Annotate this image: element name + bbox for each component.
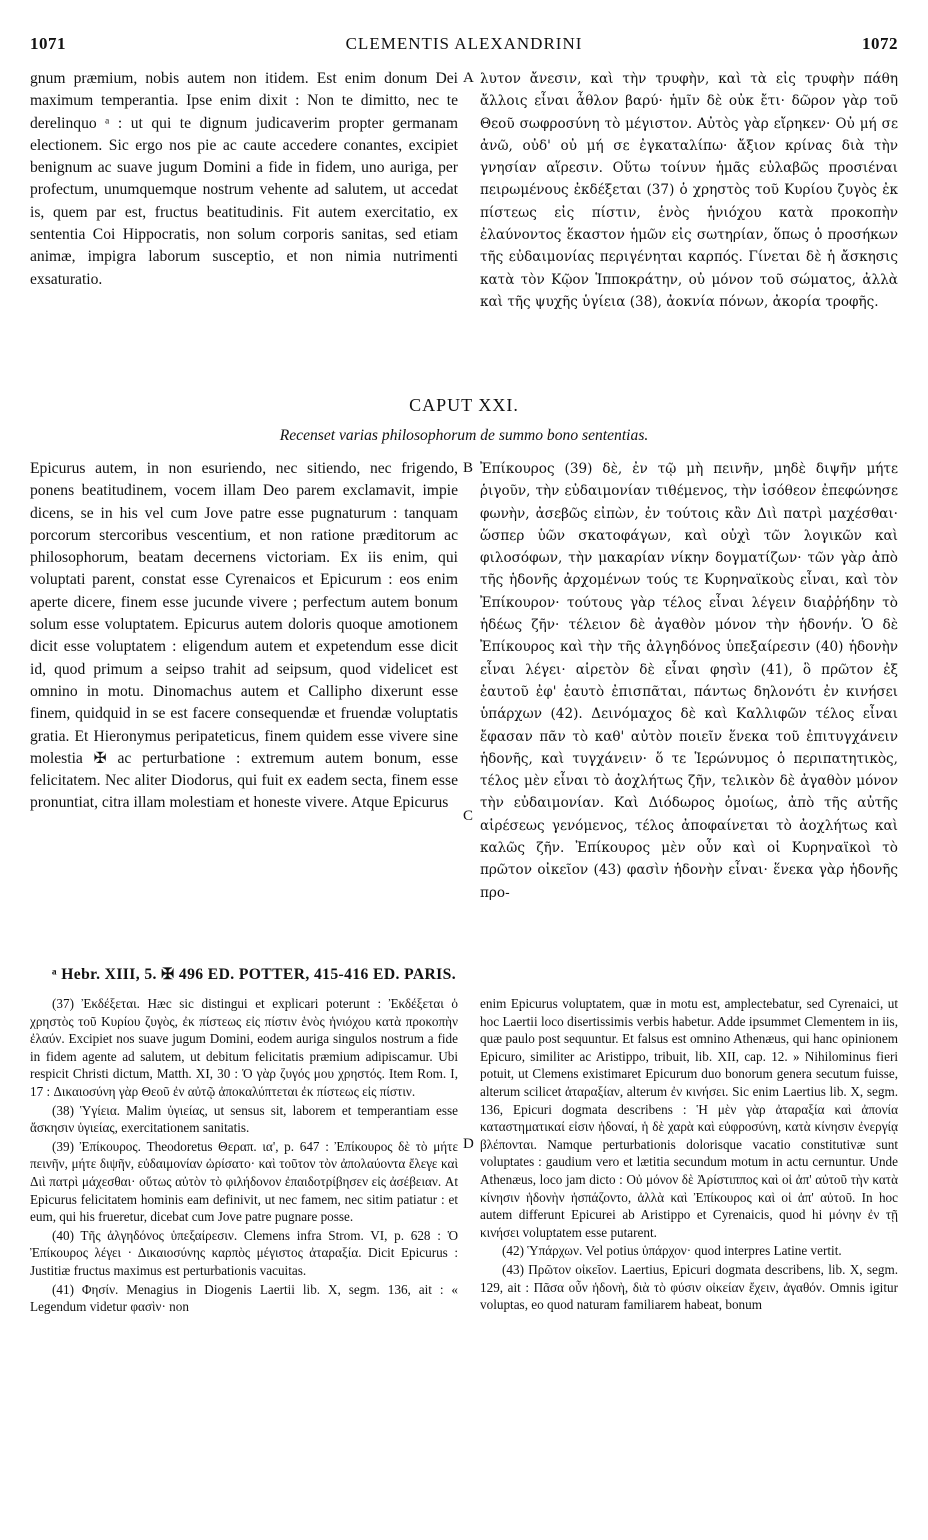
footnote-41: (41) Φησίν. Menagius in Diogenis Laertii lib. X, segm. 136, ait : « Legendum videtur φασὶν· non xyxy=(30,1281,458,1315)
latin-column-top xyxy=(30,68,458,291)
footnotes-right xyxy=(480,995,898,1315)
source-reference: ᵃ Hebr. XIII, 5. ✠ 496 ED. POTTER, 415-416 ED. PARIS. xyxy=(52,966,457,983)
footnote-39: (39) Ἐπίκουρος. Theodoretus Θεραπ. ια', p. 647 : Ἐπίκουρος δὲ τὸ μήτε πεινῆν, μήτε διψῆν, εὐδαιμονίαν ὡρίσατο· καὶ τοῦτον τὸν ἀπολαύοντα ἔλεγε καὶ Διὶ πατρὶ μάχεσθαι· οὕτως αὐτὸν τὸ φιλήδονον ἐπαιδοτρίβησεν εἰς ἀσέβειαν. At Epicurus felicitatem hominis eam definivit, ut nec famem, nec sitim patiatur : et eum, qui his frueretur, dicebat cum Jove patre pugnare posse. xyxy=(30,1138,458,1225)
page-number-right: 1072 xyxy=(862,34,898,53)
greek-column-main xyxy=(480,458,898,904)
latin-column-main xyxy=(30,458,458,815)
footnotes-left xyxy=(30,995,458,1317)
running-head xyxy=(30,34,898,60)
footnote-42: (42) Ὑπάρχων. Vel potius ὑπάρχον· quod interpres Latine vertit. xyxy=(502,1243,842,1259)
footnote-43: (43) Πρῶτον οἰκεῖον. Laertius, Epicuri dogmata describens, lib. X, segm. 129, ait : Πᾶσα οὖν ἡδονὴ, διὰ τὸ φύσιν οἰκείαν ἔχειν, ἀγαθόν. Omnis igitur voluptas, eo quod naturam familiarem habeat, bonum xyxy=(480,1261,898,1313)
margin-marker-d: D xyxy=(463,1136,474,1152)
margin-marker-c: C xyxy=(463,808,474,824)
footnote-40: (40) Τῆς ἀλγηδόνος ὑπεξαίρεσιν. Clemens infra Strom. VI, p. 628 : Ὁ Ἐπίκουρος λέγει · Δικαιοσύνης καρπὸς μέγιστος ἀταραξία. Dicit Epicurus : Justitiæ fructus maximus est perturbationis vacuitas. xyxy=(30,1227,458,1278)
running-title: CLEMENTIS ALEXANDRINI xyxy=(345,34,583,53)
chapter-subtitle: Recenset varias philosophorum de summo bono sententias. xyxy=(279,427,649,444)
page-number-left: 1071 xyxy=(30,34,66,53)
chapter-heading: CAPUT XXI. xyxy=(409,395,519,415)
footnote-37: (37) Ἐκδέξεται. Hæc sic distingui et explicari poterunt : Ἐκδέξεται ὁ χρηστὸς τοῦ Κυρίου ζυγὸς, ἐκ πίστεως εἰς πίστιν ἑνὸς ἡνιόχου κατὰ προκοπὴν ἐλαύν. Excipiet nos suave jugum Domini, eodem auriga singulos nostrum a fide in fidem agente ad salutem, ut debitum felicitatis præmium adipiscamur. Ubi respicit Christi dictum, Matth. XI, 30 : Ὁ γὰρ ζυγός μου χρηστός. Item Rom. I, 17 : Δικαιοσύνη γὰρ Θεοῦ ἐν αὐτῷ ἀποκαλύπτεται ἐκ πίστεως εἰς πίστιν. xyxy=(30,996,458,1099)
latin-text-main: Epicurus autem, in non esuriendo, nec sitiendo, nec frigendo, ponens beatitudinem, vocem illam Deo parem exclamavit, impie dicens, se in his vel cum Jove patre esse pugnaturum : tanquam porcorum stercoribus vescentium, et non ratione præditorum ac philosophorum, beatam decernens victoriam. Ex iis enim, qui voluptati parent, constat esse Cyrenaicos et Epicurum : eos enim aperte dicere, finem esse jucunde vivere ; perfectum autem bonum solum esse voluptatem. Epicurus autem doloris quoque amotionem dicit esse voluptatem : eligendum autem et expetendum esse dicit id, quod primum a seipso trahit ad seipsum, quod videlicet est omnino in motu. Dinomachus autem et Calliphо dixerunt esse finem, quidquid in se est facere consequendæ et fruendæ voluptatis gratia. Et Hieronymus peripateticus, finem quidem esse vivere sine molestia ✠ ac perturbatione : extremum autem bonum, esse felicitatem. Nec aliter Diodorus, qui fuit ex eadem secta, finem esse pronuntiat, citra illam molestiam et honeste vivere. Atque Epicurus xyxy=(30,460,458,812)
greek-text-main: Ἐπίκουρος (39) δὲ, ἐν τῷ μὴ πεινῆν, μηδὲ διψῆν μήτε ῥιγοῦν, τὴν εὐδαιμονίαν τιθέμενος, τὴν ἰσόθεον ἐπεφώνησε φωνὴν, ἀσεβῶς εἰπὼν, ἐν τούτοις κἂν Διὶ πατρὶ μαχέσθαι· ὥσπερ ὑῶν σκατοφάγων, καὶ οὐχὶ τῶν λογικῶν καὶ φιλοσόφων, τὴν μακαρίαν νίκην δογματίζων· τῶν γὰρ ἀπὸ τῆς ἡδονῆς ἀρχομένων τούς τε Κυρηναϊκοὺς εἶναι, καὶ τὸν Ἐπίκουρον· τούτους γὰρ τέλος εἶναι λέγειν διαῤῥήδην τὸ ἡδέως ζῆν· τέλειον δὲ ἀγαθὸν μόνον τὴν ἡδονήν. Ὁ δὲ Ἐπίκουρος καὶ τὴν τῆς ἀλγηδόνος ὑπεξαίρεσιν (40) ἡδονὴν εἶναι λέγει· αἱρετὸν δὲ εἶναι φησὶν (41), ὃ πρῶτον ἐξ ἑαυτοῦ ἐφ' ἑαυτὸ ἐπισπᾶται, πάντως δηλονότι ἐν κινήσει ὑπάρχων (42). Δεινόμαχος δὲ καὶ Καλλιφῶν τέλος εἶναι ἔφασαν πᾶν τὸ καθ' αὐτὸν ποιεῖν ἕνεκα τοῦ ἐπιτυγχάνειν ἡδονῆς, καὶ τυγχάνειν· ὅ τε Ἱερώνυμος ὁ περιπατητικὸς, τέλος μὲν εἶναι τὸ ἀοχλήτως ζῆν, τελικὸν δὲ ἀγαθὸν μόνον τὴν εὐδαιμονίαν. Καὶ Διόδωρος ὁμοίως, ἀπὸ τῆς αὐτῆς αἱρέσεως γενόμενος, τέλος ἀποφαίνεται τὸ ἀοχλήτως καὶ καλῶς ζῆν. Ἐπίκουρος μὲν οὖν καὶ οἱ Κυρηναϊκοὶ τὸ πρῶτον οἰκεῖον (43) φασὶν ἡδονὴν εἶναι· ἕνεκα γὰρ ἡδονῆς προ- xyxy=(480,461,898,901)
greek-column-top xyxy=(480,68,898,313)
footnote-38: (38) Ὑγίεια. Malim ὑγιείας, ut sensus sit, laborem et temperantiam esse ἄσκησιν ὑγιείας, exercitationem sanitatis. xyxy=(30,1102,458,1136)
margin-marker-b: B xyxy=(463,460,474,476)
latin-text-top: gnum præmium, nobis autem non itidem. Est enim donum Dei maximum temperantia. Ipse enim dixit : Non te dimitto, nec te derelinquo ᵃ : ut qui te dignum judicaverim propter germanam electionem. Sic ergo nos pie ac caute accedere conantes, excipiet benignum ac suave jugum Domini a fide in fidem, uno auriga, per profectum, unumquemque nostrum vehente ad salutem, ut accedat is, quem par est, fructus beatitudinis. Fit autem exercitatio, ex sententia Coi Hippocratis, non solum corporis sanitas, sed etiam animæ, impigra laborum susceptio, et non nimia nutrimenti exsaturatio. xyxy=(30,70,458,288)
footnote-41-continued: enim Epicurus voluptatem, quæ in motu est, amplectebatur, sed Cyrenaici, ut hoc Laertii loco disertissimis verbis habetur. Adde ipsummet Clementem in iis, quæ paulo post sequuntur. Et falsus est omnino Athenæus, qui hanc opinionem Epicuro, similiter ac Aristippo, tribuit, lib. XII, cap. 12. » Nihilominus fieri potuit, ut Clemens existimaret Epicurum duo bonorum genera secutum fuisse, alterum scilicet ἀταραξίαν, alterum ἐν κινήσει. Sic enim Laertius lib. X, segm. 136, Epicuri dogmata describens : Ἡ μὲν γὰρ ἀταραξία καὶ ἀπονία καταστηματικαί εἰσιν ἡδοναί, ἡ δὲ χαρὰ καὶ εὐφροσύνη, κατὰ κίνησιν ἐνεργίᾳ βλέπονται. Namque perturbationis dolorisque vacatio constitutivæ sunt voluptates : gaudium vero et lætitia secundum motum in actu cernuntur. Unde Athenæus, loco jam dicto : Οὐ μόνον δὲ Ἀρίστιππος καὶ οἱ ἀπ' αὐτοῦ τὴν κατὰ κίνησιν ἡδονὴν ἠσπάζοντο, ἀλλὰ καὶ Ἐπίκουρος καὶ οἱ ἀπ' αὐτοῦ. In hoc autem differunt Epicurei ab Aristippo et Cyrenaicis, quod hi μόνην ἐν τῇ κινήσει voluptatem esse putarent. xyxy=(480,996,898,1240)
greek-text-top: λυτον ἄνεσιν, καὶ τὴν τρυφὴν, καὶ τὰ εἰς τρυφὴν πάθη ἄλλοις εἶναι ἆθλον βαρύ· ἡμῖν δὲ οὐκ ἔτι· δῶρον γὰρ τοῦ Θεοῦ σωφροσύνη τὸ μέγιστον. Αὐτὸς γὰρ εἴρηκεν· Οὐ μή σε ἀνῶ, οὐδ' οὐ μή σε ἐγκαταλίπω· ἄξιον κρίνας διὰ τὴν γνησίαν αἵρεσιν. Οὕτω τοίνυν ἡμᾶς εὐλαβῶς προσιέναι πειρωμένους ἐκδέξεται (37) ὁ χρηστὸς τοῦ Κυρίου ζυγὸς ἐκ πίστεως εἰς πίστιν, ἑνὸς ἡνιόχου κατὰ προκοπὴν ἐλαύνοντος ἕκαστον ἡμῶν εἰς σωτηρίαν, ὅπως ὁ προσήκων τῆς εὐδαιμονίας περιγένηται καρπός. Γίνεται δὲ ἡ ἄσκησις κατὰ τὸν Κῷον Ἱπποκράτην, οὐ μόνον τοῦ σώματος, ἀλλὰ καὶ τῆς ψυχῆς ὑγίεια (38), ἀοκνία πόνων, ἀκορία τροφῆς. xyxy=(480,71,898,310)
margin-marker-a: A xyxy=(463,70,474,86)
